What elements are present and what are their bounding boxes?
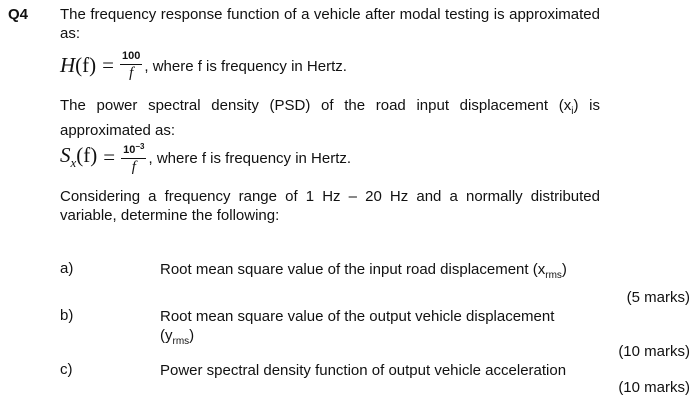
psd-intro-text: The power spectral density (PSD) of the road input displacement $(x_i)$ is approximated as: — [60, 97, 600, 139]
item-c-marks: (10 marks) — [618, 379, 690, 396]
item-b-text-line1: Root mean square value of the output vehicle displacement — [160, 308, 555, 325]
item-c-text: Power spectral density function of output vehicle acceleration — [160, 362, 567, 379]
considering-text: Considering a frequency range of 1 Hz – 20 Hz and a normally distributed variable, determine the following: — [60, 188, 600, 224]
intro-text: The frequency response function of a vehicle after modal testing is approximated as: — [60, 6, 600, 42]
question-number: Q4 — [8, 6, 29, 23]
item-b-text-line2: $(y_{rms})$ — [160, 327, 195, 347]
item-a-text: Root mean square value of the input road displacement $(x_{rms})$ — [160, 261, 567, 281]
item-a-marks: (5 marks) — [626, 289, 690, 306]
item-a-label: a) — [60, 260, 74, 277]
equation-psd-fraction — [121, 140, 146, 175]
equation-psd-equals: = — [103, 145, 116, 169]
equation-frf — [60, 50, 347, 81]
equation-frf-denominator: f — [129, 65, 134, 81]
item-c-label: c) — [60, 361, 73, 378]
equation-psd-numerator: $10^{-3}$ — [121, 140, 146, 159]
equation-frf-numerator: 100 — [120, 50, 142, 65]
equation-psd-denominator: f — [131, 159, 136, 175]
equation-frf-tail: , where f is frequency in Hertz. — [144, 58, 347, 75]
equation-psd-tail: , where f is frequency in Hertz. — [148, 150, 352, 167]
equation-frf-equals: = — [102, 53, 114, 77]
equation-psd-lhs: $S_x(f)$ — [60, 143, 98, 171]
equation-psd — [60, 140, 351, 175]
equation-frf-lhs: H(f) — [60, 53, 97, 77]
item-b-label: b) — [60, 307, 74, 324]
item-b-marks: (10 marks) — [618, 343, 690, 360]
equation-frf-fraction — [120, 50, 142, 81]
